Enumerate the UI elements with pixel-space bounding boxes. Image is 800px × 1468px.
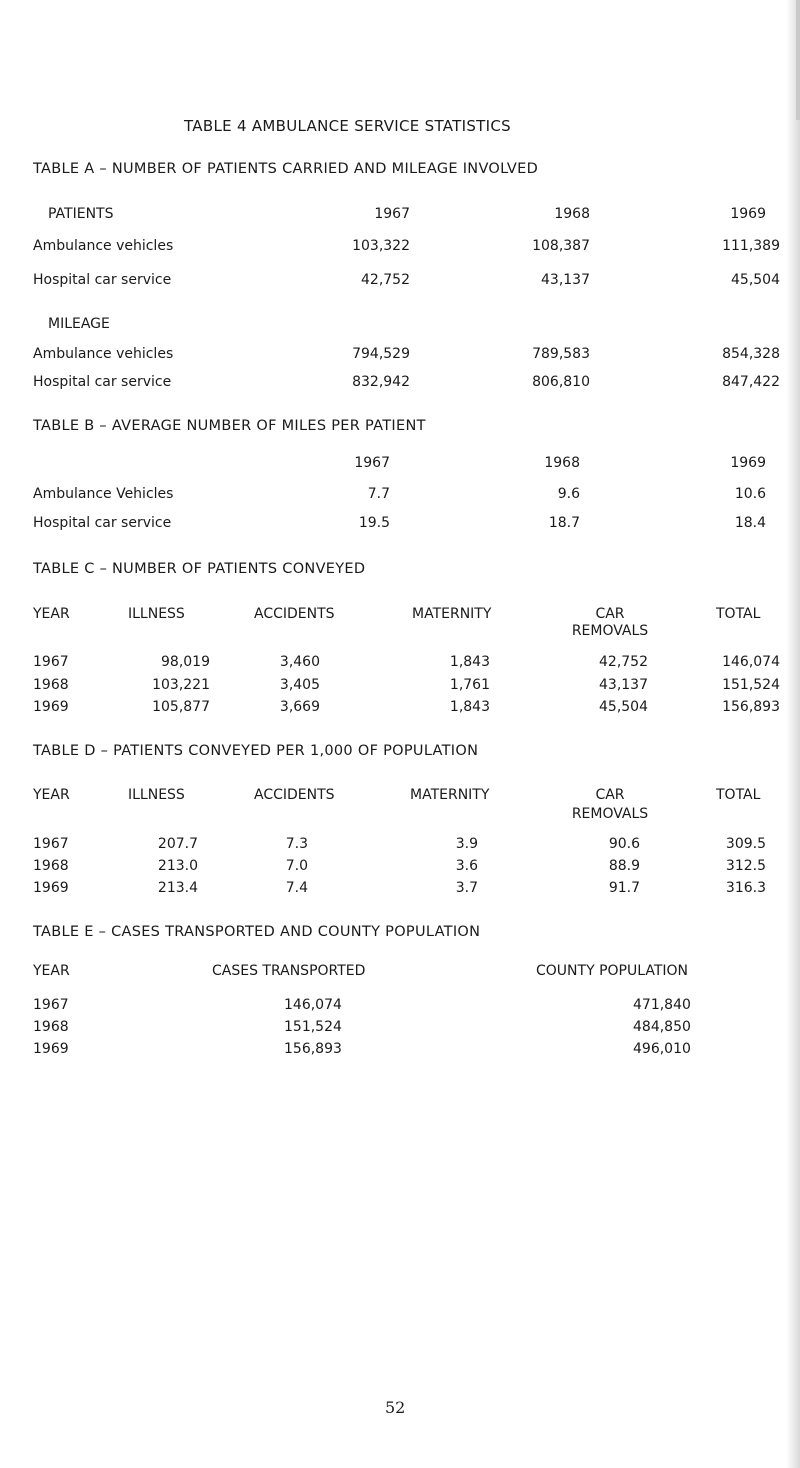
table-d-accidents: 7.3 [285, 836, 308, 852]
table-b-title: TABLE B – AVERAGE NUMBER OF MILES PER PATIENT [33, 418, 426, 434]
page-edge-mark [796, 0, 800, 120]
table-d-maternity: 3.6 [455, 858, 478, 874]
table-c-accidents: 3,460 [279, 654, 320, 670]
table-c-maternity: 1,843 [449, 699, 490, 715]
table-a-cell: 42,752 [361, 272, 410, 288]
table-a-cell: 794,529 [352, 346, 410, 362]
table-b-year-1967: 1967 [354, 455, 390, 471]
table-c-total: 156,893 [722, 699, 780, 715]
table-d-header-car: CAR [595, 787, 625, 803]
table-c-header-accidents: ACCIDENTS [254, 606, 335, 622]
table-e-cases: 151,524 [284, 1019, 342, 1035]
table-c-illness: 105,877 [152, 699, 210, 715]
table-d-illness: 207.7 [157, 836, 198, 852]
table-a-cell: 854,328 [722, 346, 780, 362]
table-d-header-year: YEAR [33, 787, 70, 803]
table-d-header-total: TOTAL [716, 787, 761, 803]
table-c-illness: 98,019 [161, 654, 210, 670]
table-b-year-1968: 1968 [544, 455, 580, 471]
table-d-car: 90.6 [608, 836, 640, 852]
table-b-cell: 9.6 [557, 486, 580, 502]
table-b-cell: 7.7 [367, 486, 390, 502]
table-d-total: 309.5 [725, 836, 766, 852]
table-a-cell: 832,942 [352, 374, 410, 390]
table-c-year: 1968 [33, 677, 69, 693]
table-a-title: TABLE A – NUMBER OF PATIENTS CARRIED AND MILEAGE INVOLVED [33, 161, 539, 177]
table-e-year: 1967 [33, 997, 69, 1013]
table-e-cases: 146,074 [284, 997, 342, 1013]
table-a-mileage-label: MILEAGE [48, 316, 110, 332]
table-c-header-maternity: MATERNITY [412, 606, 492, 622]
table-d-accidents: 7.0 [285, 858, 308, 874]
table-a-patients-label: PATIENTS [48, 206, 114, 222]
table-c-illness: 103,221 [152, 677, 210, 693]
table-a-cell: 111,389 [722, 238, 780, 254]
table-d-illness: 213.4 [157, 880, 198, 896]
table-a-row-label: Hospital car service [33, 374, 172, 390]
table-d-car: 88.9 [608, 858, 640, 874]
table-e-header-cases: CASES TRANSPORTED [212, 963, 366, 979]
table-a-year-1967: 1967 [374, 206, 410, 222]
table-c-total: 151,524 [722, 677, 780, 693]
table-c-accidents: 3,669 [279, 699, 320, 715]
table-e-year: 1968 [33, 1019, 69, 1035]
table-c-year: 1969 [33, 699, 69, 715]
table-b-cell: 19.5 [358, 515, 390, 531]
table-e-header-population: COUNTY POPULATION [536, 963, 689, 979]
table-e-population: 496,010 [633, 1041, 691, 1057]
table-c-header-illness: ILLNESS [128, 606, 185, 622]
table-a-row-label: Ambulance vehicles [33, 346, 174, 362]
table-a-row-label: Hospital car service [33, 272, 172, 288]
table-b-row-label: Hospital car service [33, 515, 172, 531]
table-a-cell: 43,137 [541, 272, 590, 288]
table-a-year-1968: 1968 [554, 206, 590, 222]
table-e-header-year: YEAR [33, 963, 70, 979]
table-e-population: 484,850 [633, 1019, 691, 1035]
table-b-year-1969: 1969 [730, 455, 766, 471]
table-a-row-label: Ambulance vehicles [33, 238, 174, 254]
table-d-header-accidents: ACCIDENTS [254, 787, 335, 803]
table-c-header-total: TOTAL [716, 606, 761, 622]
table-d-year: 1969 [33, 880, 69, 896]
table-c-car: 43,137 [599, 677, 648, 693]
table-e-title: TABLE E – CASES TRANSPORTED AND COUNTY POPULATION [33, 924, 481, 940]
table-c-year: 1967 [33, 654, 69, 670]
table-d-year: 1967 [33, 836, 69, 852]
table-b-row-label: Ambulance Vehicles [33, 486, 174, 502]
table-e-cases: 156,893 [284, 1041, 342, 1057]
table-c-header-year: YEAR [33, 606, 70, 622]
table-a-cell: 789,583 [532, 346, 590, 362]
table-d-accidents: 7.4 [285, 880, 308, 896]
table-d-total: 316.3 [725, 880, 766, 896]
table-c-header-removals: REMOVALS [571, 623, 649, 639]
table-a-cell: 103,322 [352, 238, 410, 254]
table-d-header-maternity: MATERNITY [410, 787, 490, 803]
table-b-cell: 10.6 [734, 486, 766, 502]
table-c-header-car: CAR [595, 606, 625, 622]
table-c-total: 146,074 [722, 654, 780, 670]
page-number: 52 [385, 1398, 406, 1417]
table-b-cell: 18.7 [548, 515, 580, 531]
table-a-year-1969: 1969 [730, 206, 766, 222]
table-d-header-removals: REMOVALS [571, 806, 649, 822]
table-d-title: TABLE D – PATIENTS CONVEYED PER 1,000 OF POPULATION [33, 743, 479, 759]
table-e-population: 471,840 [633, 997, 691, 1013]
page-edge-shadow [786, 0, 800, 1468]
table-d-year: 1968 [33, 858, 69, 874]
table-e-year: 1969 [33, 1041, 69, 1057]
table-a-cell: 806,810 [532, 374, 590, 390]
table-c-car: 45,504 [599, 699, 648, 715]
table-c-car: 42,752 [599, 654, 648, 670]
table-a-cell: 45,504 [731, 272, 780, 288]
table-d-illness: 213.0 [157, 858, 198, 874]
table-c-accidents: 3,405 [279, 677, 320, 693]
table-a-cell: 847,422 [722, 374, 780, 390]
table-d-car: 91.7 [608, 880, 640, 896]
table-c-title: TABLE C – NUMBER OF PATIENTS CONVEYED [33, 561, 366, 577]
table-d-maternity: 3.9 [455, 836, 478, 852]
table-d-total: 312.5 [725, 858, 766, 874]
table-d-maternity: 3.7 [455, 880, 478, 896]
page-title: TABLE 4 AMBULANCE SERVICE STATISTICS [184, 117, 511, 135]
table-c-maternity: 1,761 [449, 677, 490, 693]
table-d-header-illness: ILLNESS [128, 787, 185, 803]
table-a-cell: 108,387 [532, 238, 590, 254]
table-c-maternity: 1,843 [449, 654, 490, 670]
table-b-cell: 18.4 [734, 515, 766, 531]
